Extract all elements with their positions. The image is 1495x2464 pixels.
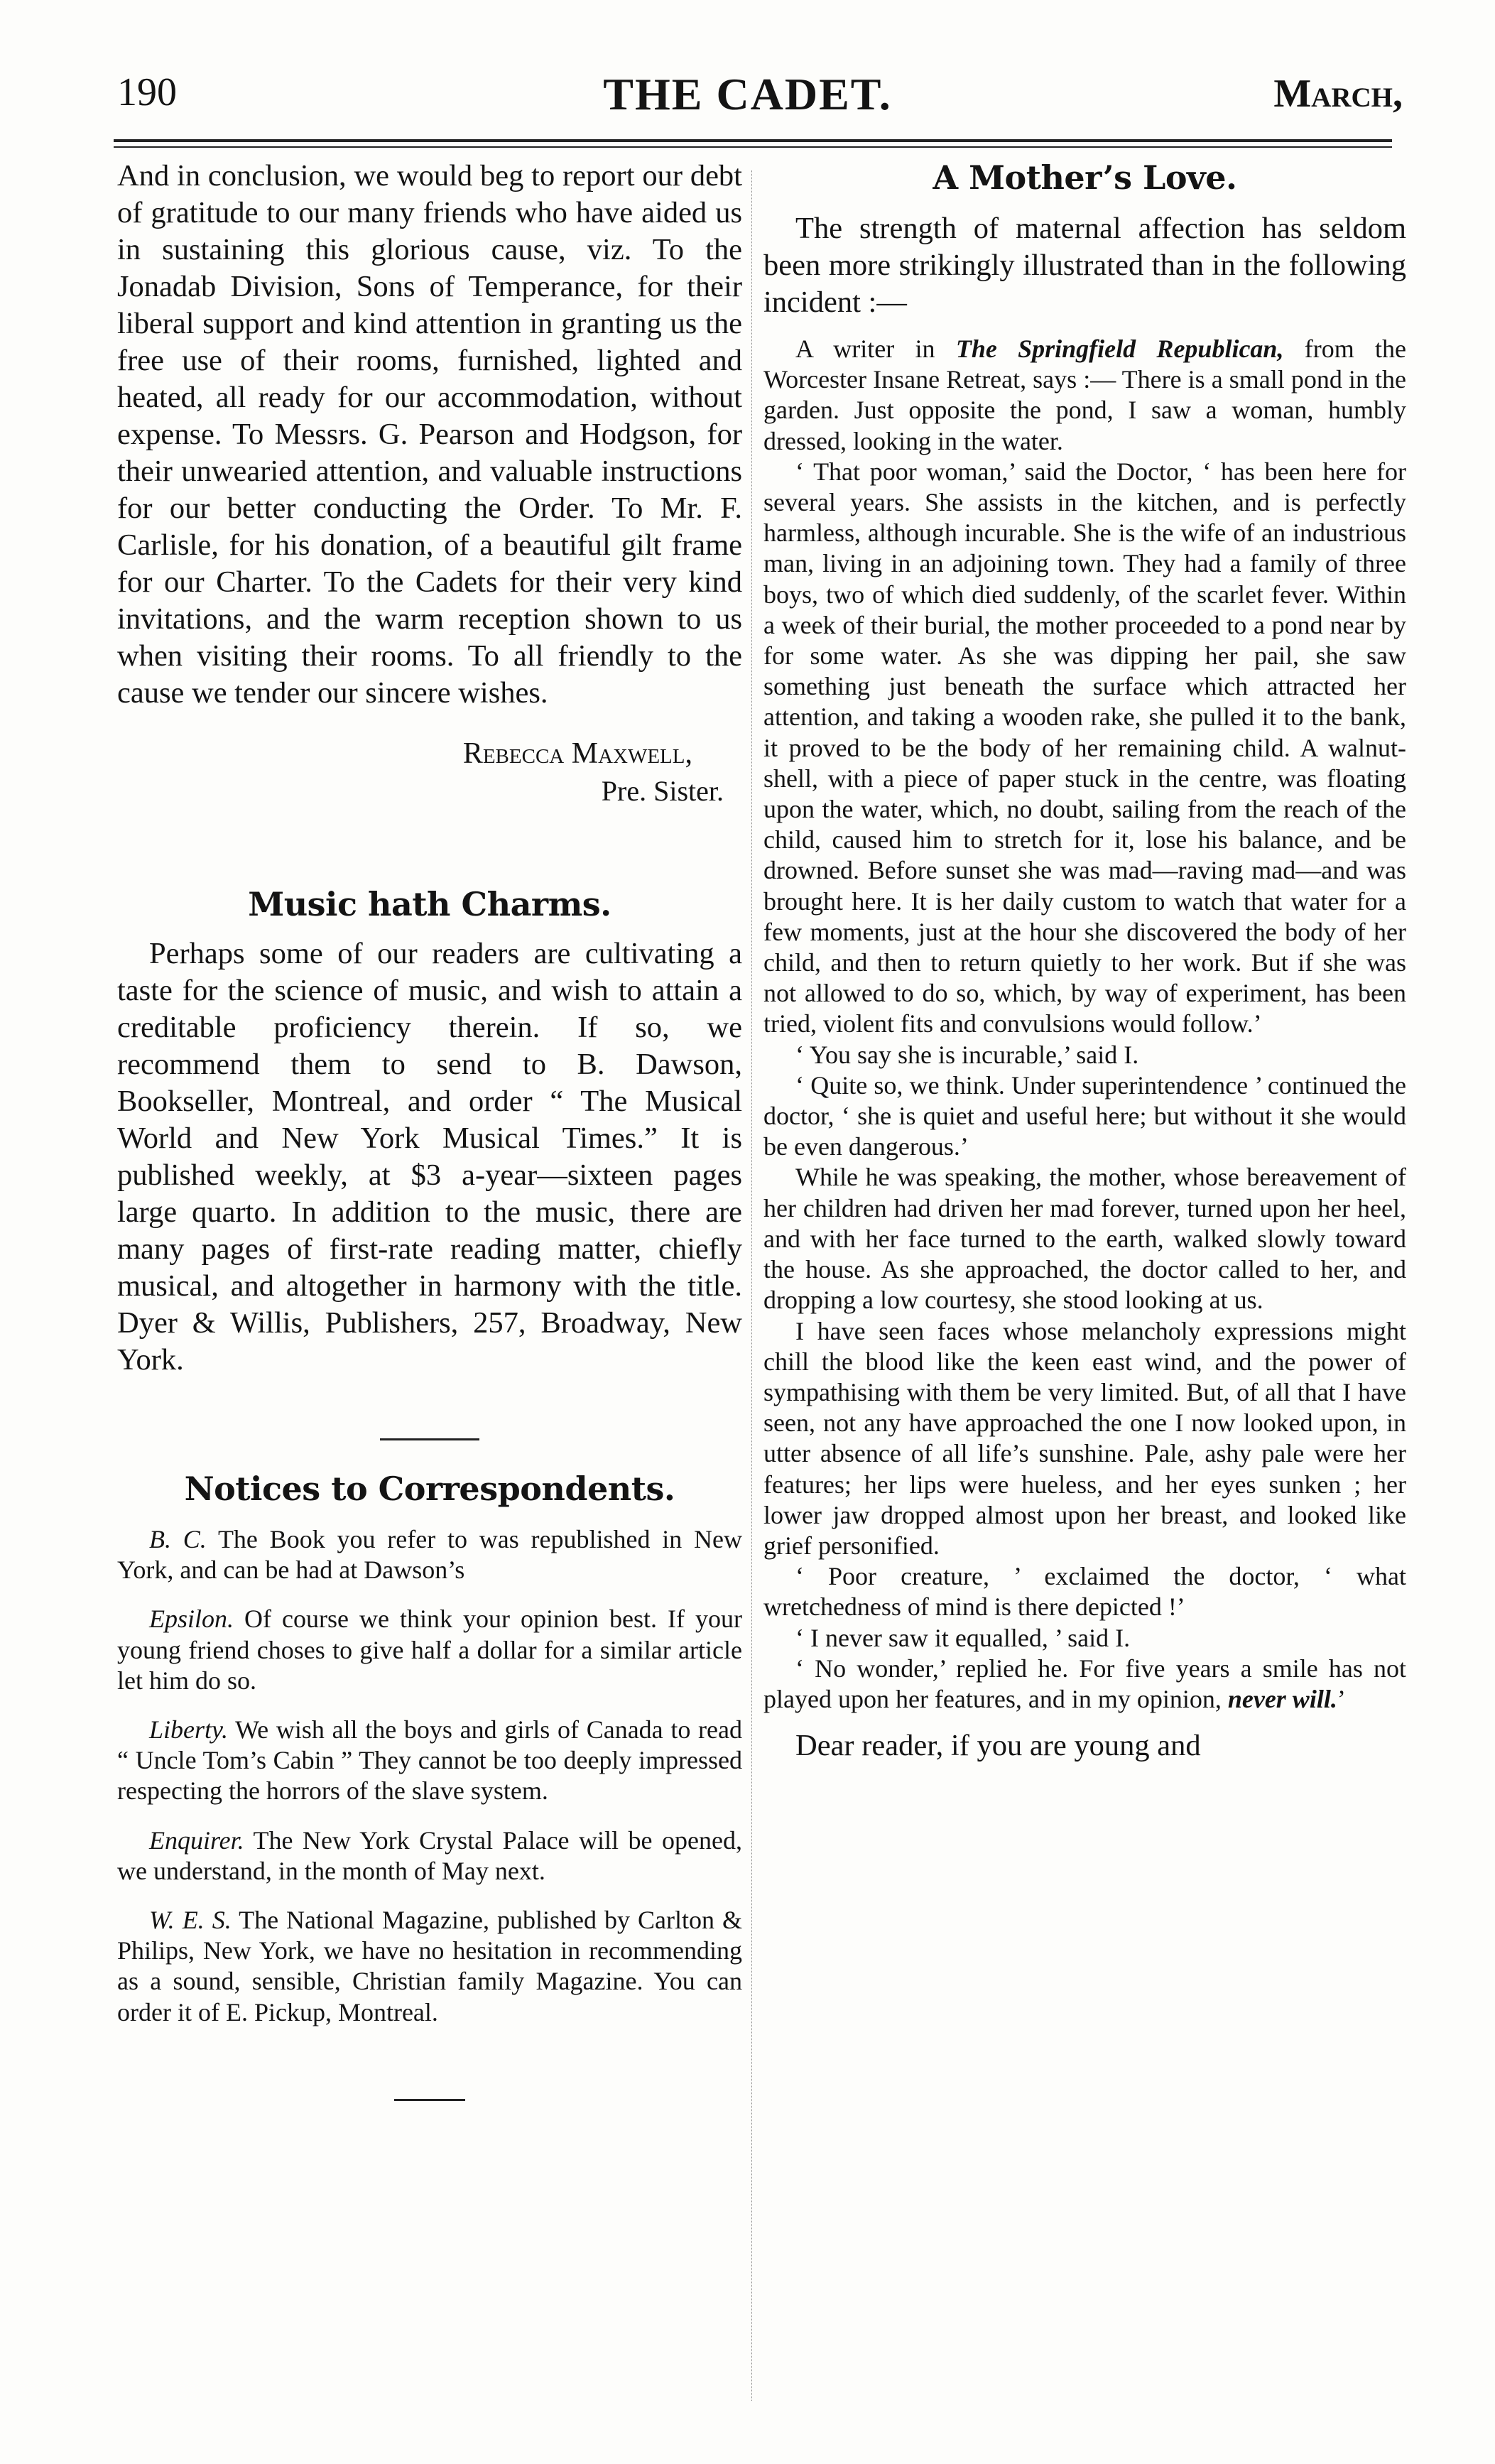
signature-title: Pre. Sister. <box>601 774 724 807</box>
music-paragraph: Perhaps some of our readers are cultivating a taste for the science of music, and wish to attain a creditable proficiency therein. If so, we recommend them to send to B. Dawson, Bookseller, Montreal, and order “ The Musical World and New York Musical Times.” It is published weekly, at $3 a-year—sixteen pages large quarto. In addition to the music, there are many pages of first-rate reading matter, chiefly musical, and altogether in harmony with the title. Dyer & Willis, Publishers, 257, Broadway, New York. <box>117 937 742 1377</box>
notice-correspondent: Liberty. <box>149 1715 229 1744</box>
music-heading: Music hath Charms. <box>248 885 611 923</box>
lead-paragraph: The strength of maternal affection has seldom been more strikingly illustrated than in the following incident :— <box>763 212 1406 319</box>
left-column <box>117 158 742 2101</box>
story-paragraph: ‘ Quite so, we think. Under superintendence ’ continued the doctor, ‘ she is quiet and useful here; but without it she would be even dangerous.’ <box>763 1070 1406 1161</box>
story-paragraph: ‘ No wonder,’ replied he. For five years a smile has not played upon her features, and in my opinion, never will.’ <box>763 1654 1406 1713</box>
signature-name: Rebecca Maxwell, <box>462 737 692 770</box>
issue-month: March, <box>1273 72 1403 116</box>
notice-item <box>117 1524 742 1585</box>
page-number: 190 <box>117 70 177 114</box>
story-paragraph: ‘ I never saw it equalled, ’ said I. <box>795 1623 1131 1652</box>
notice-correspondent: Enquirer. <box>149 1825 244 1855</box>
notice-text: The National Magazine, published by Carlton & Philips, New York, we have no hesitation in recommending as a sound, sensible, Christian family Magazine. You can order it of E. Pickup, Montreal. <box>117 1906 742 2026</box>
story-paragraph: ‘ Poor creature, ’ exclaimed the doctor, ‘ what wretchedness of mind is there depicted !’ <box>763 1562 1406 1622</box>
right-column <box>763 158 1406 1764</box>
mothers-love-heading: A Mother’s Love. <box>933 158 1237 197</box>
notice-correspondent: W. E. S. <box>149 1906 232 1935</box>
notice-item <box>117 1604 742 1696</box>
column-divider <box>751 170 752 2401</box>
running-title: THE CADET. <box>603 69 892 119</box>
header-rule-thick <box>114 139 1392 142</box>
notice-correspondent: Epsilon. <box>149 1605 234 1634</box>
story-paragraph: ‘ That poor woman,’ said the Doctor, ‘ has been here for several years. She assists in the kitchen, and is perfectly harmless, although incurable. She is the wife of an industrious man, living in an adjoining town. They had a family of three boys, two of which died suddenly, of the scarlet fever. Within a week of their burial, the mother proceeded to a pond near by for some water. As she was dipping her pail, she saw something just beneath the surface which attracted her attention, and taking a wooden rake, she pulled it to the bank, it proved to be the body of her remaining child. A walnut-shell, with a piece of paper stuck in the centre, was floating upon the water, which, no doubt, sailing from the reach of the child, caused him to stretch for it, lose his balance, and be drowned. Before sunset she was mad—raving mad—and was brought here. It is her daily custom to watch that water for a few moments, just at the hour she discovered the body of her child, and then to return quietly to her work. But if she was not allowed to do so, which, by way of experiment, has been tried, violent fits and convulsions would follow.’ <box>763 457 1406 1038</box>
story-paragraph: ‘ You say she is incurable,’ said I. <box>795 1040 1139 1069</box>
notice-text: Of course we think your opinion best. If your young friend choses to give half a dollar for a similar article let him do so. <box>117 1605 742 1695</box>
notices-list <box>117 1524 742 2028</box>
story-paragraph: While he was speaking, the mother, whose bereavement of her children had driven her mad forever, turned upon her heel, and with her face turned to the earth, walked slowly toward the house. As she approached, the doctor called to her, and dropping a low courtesy, she stood looking at us. <box>763 1163 1406 1315</box>
report-conclusion-paragraph: And in conclusion, we would beg to report our debt of gratitude to our many friends who have aided us in sustaining this glorious cause, viz. To the Jonadab Division, Sons of Temperance, for their liberal support and kind attention in granting us the free use of their rooms, furnished, lighted and heated, all ready for our accommodation, without expense. To Messrs. G. Pearson and Hodgson, for their unwearied attention, and valuable instructions for our better conducting the Order. To Mr. F. Carlisle, for his donation, of a beautiful gilt frame for our Charter. To the Cadets for their very kind invitations, and the warm reception shown to us when visiting their rooms. To all friendly to the cause we tender our sincere wishes. <box>117 159 742 710</box>
closing-separator <box>394 2099 465 2101</box>
emphasis: never will. <box>1227 1684 1337 1713</box>
story-paragraph: A writer in The Springfield Republican, from the Worcester Insane Retreat, says :— There is a small pond in the garden. Just opposite the pond, I saw a woman, humbly dressed, looking in the water. <box>763 335 1406 455</box>
header-rule-thin <box>114 146 1392 148</box>
notice-item <box>117 1825 742 1887</box>
notice-text: The Book you refer to was republished in New York, and can be had at Dawson’s <box>117 1525 743 1585</box>
section-separator <box>380 1438 479 1440</box>
notice-correspondent: B. C. <box>149 1525 207 1553</box>
closing-line: Dear reader, if you are young and <box>795 1729 1201 1763</box>
notice-item <box>117 1715 742 1807</box>
notice-text: We wish all the boys and girls of Canada to read “ Uncle Tom’s Cabin ” They cannot be too deeply impressed respecting the horrors of the slave system. <box>117 1715 743 1806</box>
notice-text: The New York Crystal Palace will be opened, we understand, in the month of May next. <box>117 1825 743 1885</box>
story-paragraph: I have seen faces whose melancholy expressions might chill the blood like the keen east wind, and the power of sympathising with them be very limited. But, of all that I have seen, not any have approached the one I now looked upon, in utter absence of all life’s sunshine. Pale, ashy pale were her features; her lips were hueless, and her eyes sunken ; her lower jaw dropped almost upon her breast, and looked like grief personified. <box>763 1316 1406 1560</box>
newspaper-name: The Springfield Republican, <box>955 335 1284 363</box>
notices-heading: Notices to Correspondents. <box>184 1470 675 1508</box>
notice-item <box>117 1905 742 2028</box>
